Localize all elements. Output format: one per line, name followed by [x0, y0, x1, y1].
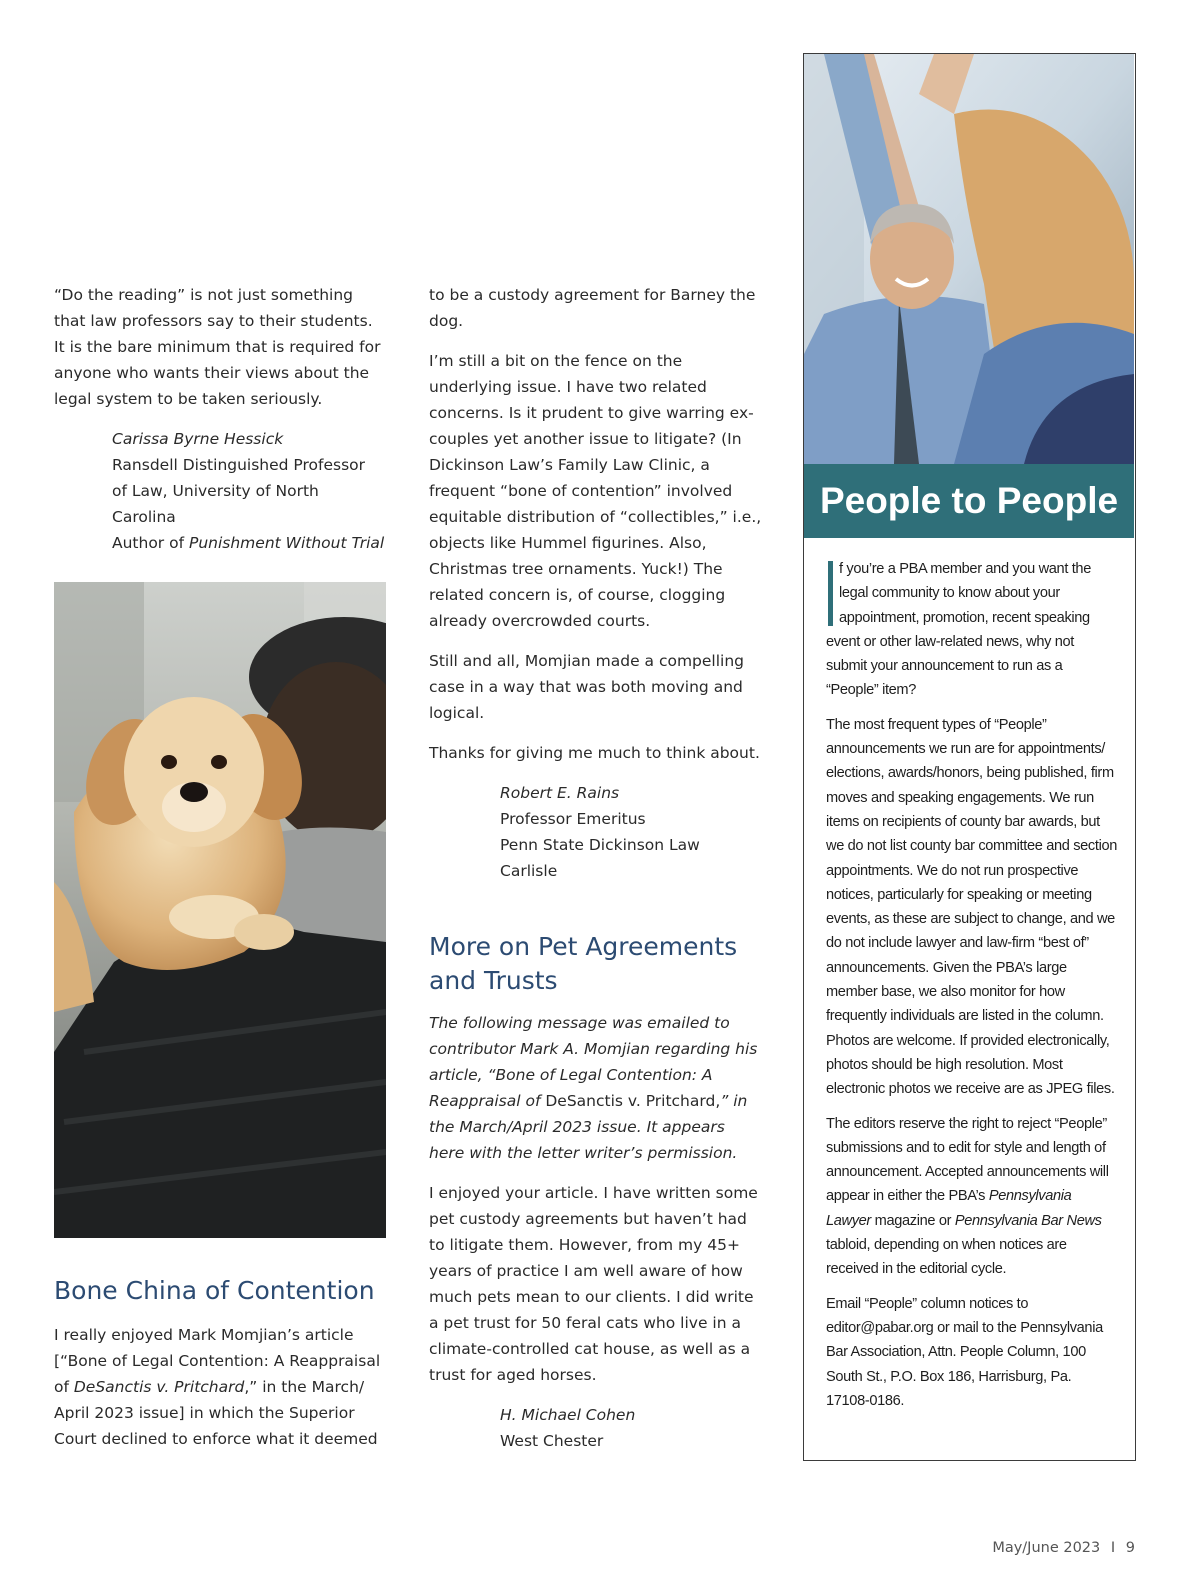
enjoyed-paragraph: I enjoyed your article. I have written some pet custody agreements but haven’t had to litigate them. However, from my 45+ years of practice I am well aware of how much pets mean to our clients. I did write a pet trust for 50 feral cats who live in a climate-controlled cat house, as well as a trust for aged horses. — [429, 1184, 758, 1384]
tabloid-title: Pennsylvania Bar News — [954, 1212, 1102, 1229]
bone-china-heading: Bone China of Contention — [54, 1276, 375, 1305]
signature-author-line: Author of Punishment Without Trial — [112, 534, 385, 552]
still-paragraph: Still and all, Momjian made a compelling case in a way that was both moving and logical. — [429, 652, 745, 722]
fence-paragraph: I’m still a bit on the fence on the underlying issue. I have two related concerns. Is it prudent to give warring ex-couples yet another issue to litigate? (In Dickinson Law’s Family Law Clinic, a frequent “bone of contention” involved equitable distribution of “collectibles,” i.e., objects like Hummel figurines. Also, Christmas tree ornaments. Yuck!) The related concern is, of course, clogging already overcrowded courts. — [429, 352, 762, 630]
book-title: Punishment Without Trial — [188, 534, 385, 552]
sidebar-paragraph-2: The most frequent types of “People” announcements we run are for appointments/ elections, awards/honors, being published, firm moves and speaking engagements. We run items on recipients of county bar awards, but we do not list county bar committee and section appointments. We do not run prospective notices, particularly for speaking or meeting events, as these are subject to change, and we do not include lawyer and law-firm “best of” announcements. Given the PBA’s large member base, we also monitor for how frequently individuals are listed in the column. Photos are welcome. If provided electronically, photos should be high resolution. Most electronic photos we receive are as JPEG files. — [826, 716, 1117, 1098]
column-left — [54, 282, 386, 570]
case-name: DeSanctis v. Pritchard, — [545, 1092, 721, 1110]
sidebar-paragraph-4: Email “People” column notices to editor@pabar.org or mail to the Pennsylvania Bar Association, Attn. People Column, 100 South St., P.O. Box 186, Harrisburg, Pa. 17108-0186. — [826, 1295, 1103, 1409]
quote-paragraph: “Do the reading” is not just something that law professors say to their students. It is the bare minimum that is required for anyone who wants their views about the legal system to be taken seriously. — [54, 286, 381, 408]
signature-hessick — [54, 426, 386, 556]
signature-name: Carissa Byrne Hessick — [112, 430, 284, 448]
people-banner: People to People — [804, 464, 1134, 538]
dog-photo — [54, 582, 386, 1238]
signature-title: Ransdell Distinguished Professor — [112, 456, 366, 474]
column-middle — [429, 282, 763, 1468]
page-footer — [992, 1540, 1135, 1556]
signature-name: Robert E. Rains — [500, 784, 620, 802]
intro-paragraph: The following message was emailed to contributor Mark A. Momjian regarding his article, “Bone of Legal Contention: A Reappraisal of DeSanctis v. Pritchard,” in the March/April 2023 issue. It appears here with the letter writer’s permission. — [429, 1014, 758, 1162]
page-number: 9 — [1125, 1540, 1135, 1556]
issue-date: May/June 2023 — [992, 1540, 1101, 1556]
signature-title: Professor Emeritus — [500, 810, 646, 828]
sidebar-paragraph-3: The editors reserve the right to reject “People” submissions and to edit for style and length of announcement. Accepted announcements will appear in either the PBA’s Pennsylvania Lawyer magazine or Pennsylvania Bar News tabloid, depending on when notices are received in the editorial cycle. — [826, 1115, 1109, 1278]
footer-separator: I — [1110, 1540, 1116, 1556]
thanks-paragraph: Thanks for giving me much to think about. — [429, 744, 760, 762]
dropcap — [828, 561, 833, 626]
signature-cohen — [429, 1402, 763, 1454]
case-name: DeSanctis v. Pritchard — [73, 1378, 245, 1396]
signature-rains — [429, 780, 763, 884]
magazine-title: Pennsylvania Lawyer — [826, 1188, 1072, 1229]
signature-location: West Chester — [500, 1432, 604, 1450]
signature-name: H. Michael Cohen — [500, 1406, 636, 1424]
signature-affiliation: Penn State Dickinson Law — [500, 836, 700, 854]
continued-paragraph: to be a custody agreement for Barney the dog. — [429, 286, 756, 330]
people-high-five-photo — [804, 54, 1134, 464]
sidebar-text — [826, 557, 1118, 1423]
signature-affiliation: of Law, University of North Carolina — [112, 482, 319, 526]
sidebar-paragraph-1: f you’re a PBA member and you want the legal community to know about your appointment, promotion, recent speaking event or other law-related news, why not submit your announcement to run as a “People” item? — [826, 561, 1091, 699]
bone-china-body: I really enjoyed Mark Momjian’s article [“Bone of Legal Contention: A Reappraisal of DeSanctis v. Pritchard,” in the March/ April 2023 issue] in which the Superior Court declined to enforce what it deemed — [54, 1326, 381, 1448]
people-to-people-sidebar — [803, 53, 1136, 1461]
pet-agreements-heading: More on Pet Agreements and Trusts — [429, 932, 738, 995]
signature-location: Carlisle — [500, 862, 558, 880]
